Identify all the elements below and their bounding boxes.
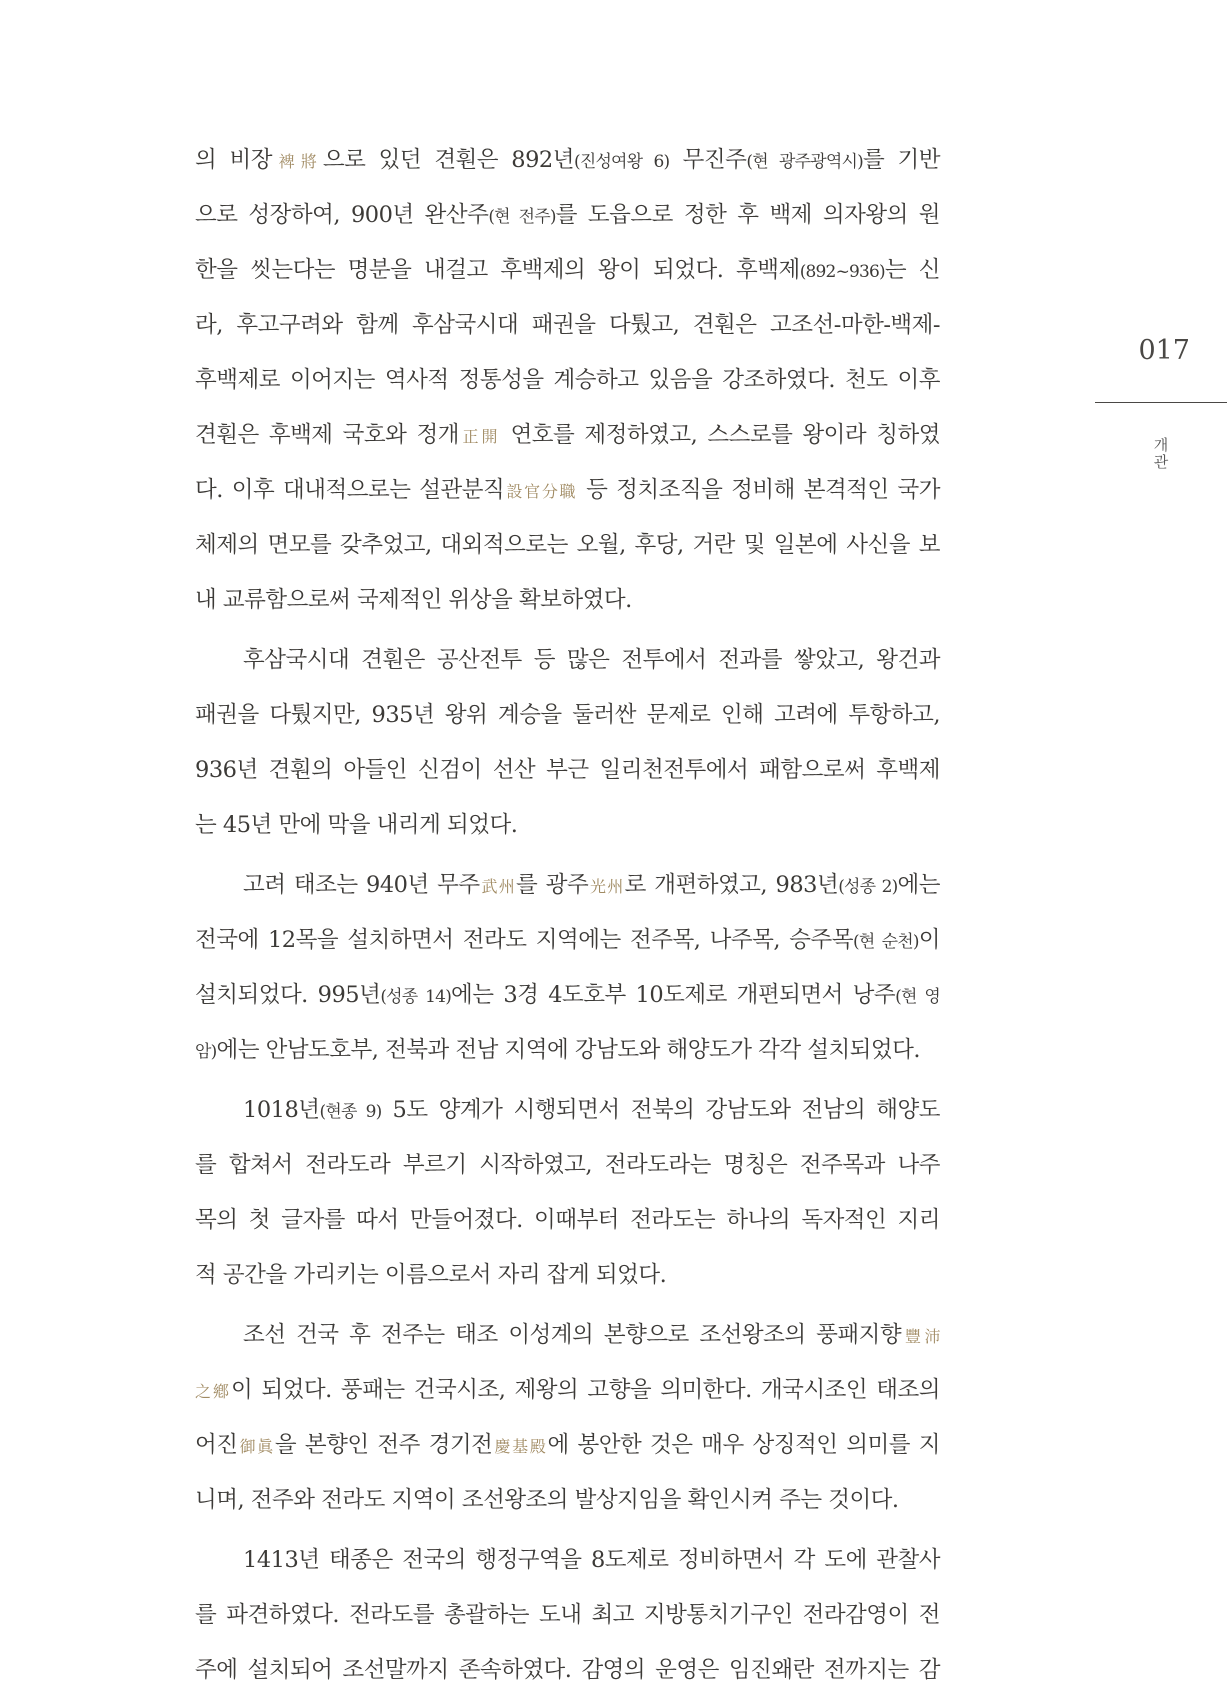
text-line xyxy=(195,640,940,680)
text-line xyxy=(195,1090,940,1130)
text-line xyxy=(195,1480,940,1520)
text-line xyxy=(195,695,940,735)
text-run: 를 광주 xyxy=(516,872,589,898)
text-run: 936년 견훤의 아들인 신검이 선산 부근 일리천전투에서 패함으로써 후백제 xyxy=(195,757,940,783)
hanja-annotation: 光州 xyxy=(588,877,625,896)
inline-note: (현 전주) xyxy=(488,207,556,227)
inline-note: (현종 9) xyxy=(319,1102,382,1122)
text-line xyxy=(195,305,940,345)
text-run: 1413년 태종은 전국의 행정구역을 8도제로 정비하면서 각 도에 관찰사 xyxy=(243,1547,940,1573)
text-run: 에는 xyxy=(897,872,940,898)
inline-note: (892~936) xyxy=(799,262,885,282)
text-line xyxy=(195,1145,940,1185)
text-run: 연호를 제정하였고, 스스로를 왕이라 칭하였 xyxy=(500,422,940,448)
text-line xyxy=(195,1370,940,1410)
text-run: 무진주 xyxy=(669,147,747,173)
text-run: 으로 있던 견훤은 892년 xyxy=(322,147,574,173)
text-run: 어진 xyxy=(195,1432,238,1458)
text-line xyxy=(195,360,940,400)
text-line xyxy=(195,750,940,790)
text-run: 를 파견하였다. 전라도를 총괄하는 도내 최고 지방통치기구인 전라감영이 전 xyxy=(195,1602,940,1628)
text-run: 후삼국시대 견훤은 공산전투 등 많은 전투에서 전과를 쌓았고, 왕건과 xyxy=(243,647,940,673)
text-line xyxy=(195,415,940,455)
hanja-annotation: 御眞 xyxy=(237,1437,275,1456)
text-line xyxy=(195,580,940,620)
text-line xyxy=(195,805,940,845)
text-run: 5도 양계가 시행되면서 전북의 강남도와 전남의 해양도 xyxy=(381,1097,940,1123)
section-label: 개관 xyxy=(1153,436,1169,471)
text-run: 조선 건국 후 전주는 태조 이성계의 본향으로 조선왕조의 풍패지향 xyxy=(243,1322,902,1348)
text-run: 주에 설치되어 조선말까지 존속하였다. 감영의 운영은 임진왜란 전까지는 감 xyxy=(195,1657,940,1683)
text-line xyxy=(195,525,940,565)
text-run: 를 기반 xyxy=(863,147,940,173)
text-run: 를 합쳐서 전라도라 부르기 시작하였고, 전라도라는 명칭은 전주목과 나주 xyxy=(195,1152,940,1178)
text-run: 이 xyxy=(918,927,940,953)
text-run: 패권을 다퉜지만, 935년 왕위 계승을 둘러싼 문제로 인해 고려에 투항하고, xyxy=(195,702,940,728)
text-line xyxy=(195,1315,940,1355)
text-line xyxy=(195,1255,940,1295)
text-run: 는 45년 만에 막을 내리게 되었다. xyxy=(195,812,518,838)
divider-rule xyxy=(1095,402,1227,403)
text-line xyxy=(195,1030,940,1070)
text-run: 으로 성장하여, 900년 완산주 xyxy=(195,202,489,228)
text-run: 를 도읍으로 정한 후 백제 의자왕의 원 xyxy=(555,202,940,228)
inline-note: (진성여왕 6) xyxy=(573,152,670,172)
inline-note: (현 영 xyxy=(895,987,940,1007)
inline-note: (현 광주광역시) xyxy=(746,152,863,172)
hanja-annotation: 豐沛 xyxy=(901,1327,940,1346)
hanja-annotation: 之鄕 xyxy=(195,1382,231,1401)
text-line xyxy=(195,1540,940,1580)
text-line xyxy=(195,250,940,290)
text-run: 고려 태조는 940년 무주 xyxy=(243,872,480,898)
text-line xyxy=(195,1650,940,1690)
text-run: 니며, 전주와 전라도 지역이 조선왕조의 발상지임을 확인시켜 주는 것이다. xyxy=(195,1487,899,1513)
text-run: 후백제로 이어지는 역사적 정통성을 계승하고 있음을 강조하였다. 천도 이후 xyxy=(195,367,940,393)
text-run: 로 개편하였고, 983년 xyxy=(624,872,839,898)
text-run: 1018년 xyxy=(243,1097,320,1123)
text-line xyxy=(195,920,940,960)
text-run: 적 공간을 가리키는 이름으로서 자리 잡게 되었다. xyxy=(195,1262,667,1288)
text-line xyxy=(195,1425,940,1465)
inline-note: (성종 14) xyxy=(380,987,452,1007)
hanja-annotation: 慶基殿 xyxy=(492,1437,548,1456)
text-run: 목의 첫 글자를 따서 만들어졌다. 이때부터 전라도는 하나의 독자적인 지리 xyxy=(195,1207,940,1233)
hanja-annotation: 武州 xyxy=(479,877,517,896)
text-run: 라, 후고구려와 함께 후삼국시대 패권을 다퉜고, 견훤은 고조선-마한-백제- xyxy=(195,312,940,338)
inline-note: (현 순천) xyxy=(852,932,919,952)
page-number: 017 xyxy=(1138,335,1190,366)
text-line xyxy=(195,865,940,905)
text-run: 체제의 면모를 갖추었고, 대외적으로는 오월, 후당, 거란 및 일본에 사신을 보 xyxy=(195,532,940,558)
text-run: 견훤은 후백제 국호와 정개 xyxy=(195,422,459,448)
text-run: 전국에 12목을 설치하면서 전라도 지역에는 전주목, 나주목, 승주목 xyxy=(195,927,853,953)
text-line xyxy=(195,140,940,180)
text-run: 한을 씻는다는 명분을 내걸고 후백제의 왕이 되었다. 후백제 xyxy=(195,257,800,283)
text-line xyxy=(195,1200,940,1240)
text-run: 에는 3경 4도호부 10도제로 개편되면서 낭주 xyxy=(451,982,896,1008)
hanja-annotation: 正開 xyxy=(458,427,501,446)
text-run: 이 되었다. 풍패는 건국시조, 제왕의 고향을 의미한다. 개국시조인 태조의 xyxy=(231,1377,940,1403)
text-run: 는 신 xyxy=(884,257,941,283)
inline-note: (성종 2) xyxy=(838,877,898,897)
hanja-annotation: 裨將 xyxy=(271,152,323,171)
text-run: 등 정치조직을 정비해 본격적인 국가 xyxy=(577,477,940,503)
text-line xyxy=(195,195,940,235)
text-run: 내 교류함으로써 국제적인 위상을 확보하였다. xyxy=(195,587,632,613)
hanja-annotation: 設官分職 xyxy=(504,482,578,501)
text-run: 을 본향인 전주 경기전 xyxy=(274,1432,493,1458)
inline-note: 암) xyxy=(195,1042,217,1062)
text-line xyxy=(195,1595,940,1635)
text-run: 다. 이후 대내적으로는 설관분직 xyxy=(195,477,505,503)
text-run: 의 비장 xyxy=(195,147,272,173)
text-line xyxy=(195,975,940,1015)
text-run: 설치되었다. 995년 xyxy=(195,982,381,1008)
text-line xyxy=(195,470,940,510)
text-run: 에 봉안한 것은 매우 상징적인 의미를 지 xyxy=(547,1432,940,1458)
text-run: 에는 안남도호부, 전북과 전남 지역에 강남도와 해양도가 각각 설치되었다. xyxy=(216,1037,921,1063)
